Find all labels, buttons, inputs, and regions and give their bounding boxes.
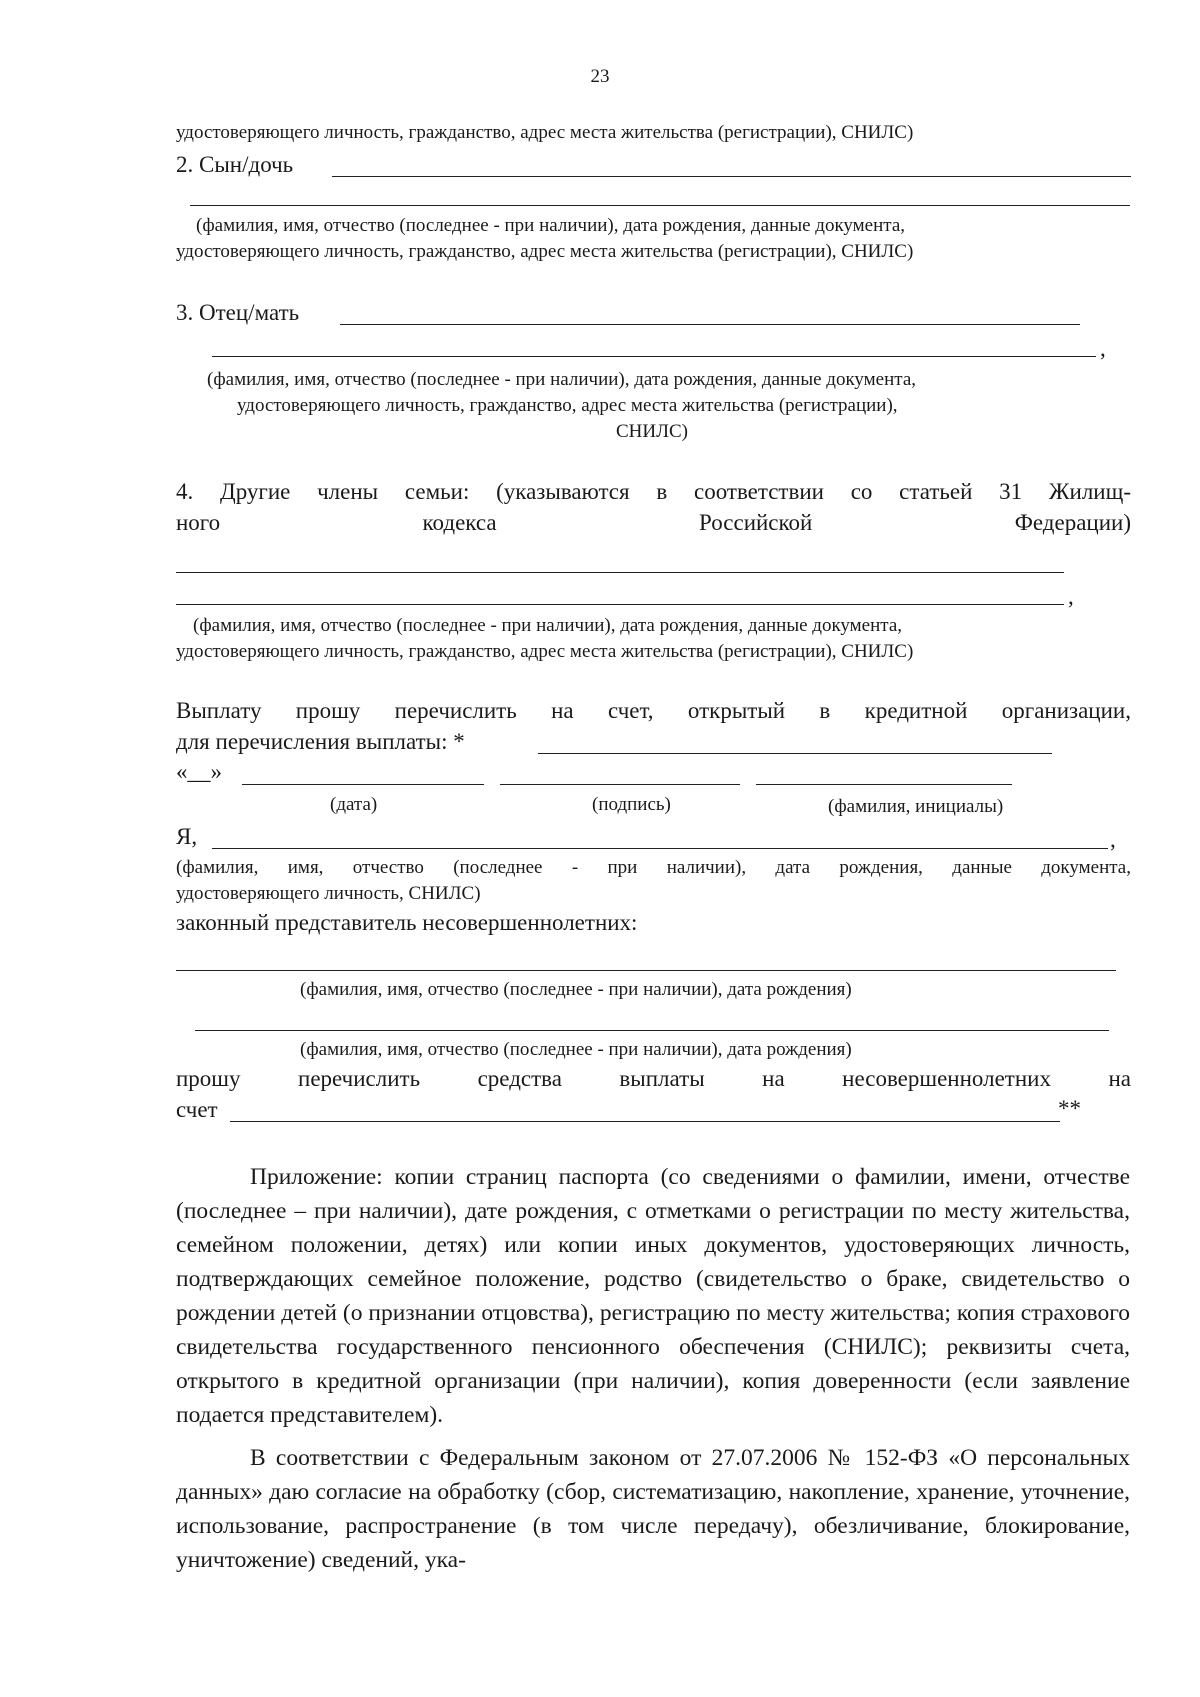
other-members-field-line-2[interactable] bbox=[176, 604, 1064, 605]
father-mother-comma: , bbox=[1100, 336, 1106, 361]
minor-2-caption: (фамилия, имя, отчество (последнее - при наличии), дата рождения) bbox=[300, 1039, 852, 1060]
minor-1-caption: (фамилия, имя, отчество (последнее - при наличии), дата рождения) bbox=[300, 979, 852, 1000]
other-members-field-line-1[interactable] bbox=[176, 572, 1064, 573]
other-members-label-1: 4. Другие члены семьи: (указываются в соответствии со статьей 31 Жилищ- bbox=[176, 479, 1131, 504]
payment-line-2: для перечисления выплаты: * bbox=[176, 729, 465, 754]
son-daughter-field-line-2[interactable] bbox=[190, 205, 1130, 206]
representative-caption-2: удостоверяющего личность, СНИЛС) bbox=[176, 883, 481, 904]
name-initials-field-line[interactable] bbox=[756, 784, 1012, 785]
top-caption: удостоверяющего личность, гражданство, адрес места жительства (регистрации), СНИЛС) bbox=[176, 122, 914, 143]
body-text bbox=[176, 1160, 1130, 1577]
payment-line-1: Выплату прошу перечислить на счет, открытый в кредитной организации, bbox=[176, 698, 1131, 723]
page-number: 23 bbox=[590, 66, 610, 87]
father-mother-caption-3: СНИЛС) bbox=[616, 421, 689, 442]
date-caption: (дата) bbox=[330, 794, 378, 815]
father-mother-label: 3. Отец/мать bbox=[176, 300, 300, 325]
minors-account-field-line[interactable] bbox=[230, 1121, 1060, 1122]
father-mother-caption-1: (фамилия, имя, отчество (последнее - при наличии), дата рождения, данные документа, bbox=[207, 369, 917, 390]
father-mother-field-line-1[interactable] bbox=[340, 324, 1080, 325]
son-daughter-caption-2: удостоверяющего личность, гражданство, адрес места жительства (регистрации), СНИЛС) bbox=[176, 241, 914, 262]
date-field-line[interactable] bbox=[242, 784, 484, 785]
signature-caption: (подпись) bbox=[592, 794, 671, 815]
other-members-label-2: ного кодекса Российской Федерации) bbox=[176, 510, 1131, 535]
minors-account-label: счет bbox=[176, 1097, 218, 1122]
other-members-caption-2: удостоверяющего личность, гражданство, адрес места жительства (регистрации), СНИЛС) bbox=[176, 641, 914, 662]
payment-account-line[interactable] bbox=[538, 753, 1052, 754]
other-members-caption-1: (фамилия, имя, отчество (последнее - при наличии), дата рождения, данные документа, bbox=[193, 615, 903, 636]
signature-field-line[interactable] bbox=[500, 784, 740, 785]
other-members-comma: , bbox=[1068, 584, 1074, 609]
legal-representative-label: законный представитель несовершеннолетних: bbox=[176, 910, 638, 935]
date-quote: «__» bbox=[176, 759, 222, 784]
representative-field-line[interactable] bbox=[212, 848, 1108, 849]
consent-paragraph: В соответствии с Федеральным законом от 27.07.2006 № 152-ФЗ «О персональных данных» даю согласие на обработку (сбор, систематизацию, накопление, хранение, уточнение, использование, распространение (в том числе передачу), обезличивание, блокирование, уничтожение) сведений, ука- bbox=[176, 1445, 1130, 1573]
minor-1-field-line[interactable] bbox=[176, 970, 1116, 971]
son-daughter-caption-1: (фамилия, имя, отчество (последнее - при наличии), дата рождения, данные документа, bbox=[196, 215, 906, 236]
father-mother-caption-2: удостоверяющего личность, гражданство, адрес места жительства (регистрации), bbox=[237, 395, 898, 416]
minors-account-mark: ** bbox=[1058, 1096, 1081, 1121]
minor-2-field-line[interactable] bbox=[195, 1030, 1109, 1031]
father-mother-field-line-2[interactable] bbox=[212, 356, 1096, 357]
representative-comma: , bbox=[1110, 827, 1116, 852]
name-initials-caption: (фамилия, инициалы) bbox=[828, 796, 1004, 817]
ya-label: Я, bbox=[176, 824, 198, 849]
son-daughter-field-line-1[interactable] bbox=[332, 176, 1131, 177]
appendix-paragraph: Приложение: копии страниц паспорта (со сведениями о фамилии, имени, отчестве (последнее – при наличии), дате рождения, с отметками о регистрации по месту жительства, семейном положении, детях) или копии иных документов, удостоверяющих личность, подтверждающих семейное положение, родство (свидетельство о браке, свидетельство о рождении детей (о признании отцовства), регистрацию по месту жительства; копия страхового свидетельства государственного пенсионного обеспечения (СНИЛС); реквизиты счета, открытого в кредитной организации (при наличии), копия доверенности (если заявление подается представителем). bbox=[176, 1164, 1130, 1428]
son-daughter-label: 2. Сын/дочь bbox=[176, 152, 294, 177]
minors-request-line-1: прошу перечислить средства выплаты на несовершеннолетних на bbox=[176, 1066, 1131, 1091]
representative-caption-1: (фамилия, имя, отчество (последнее - при наличии), дата рождения, данные документа, bbox=[176, 857, 1131, 878]
